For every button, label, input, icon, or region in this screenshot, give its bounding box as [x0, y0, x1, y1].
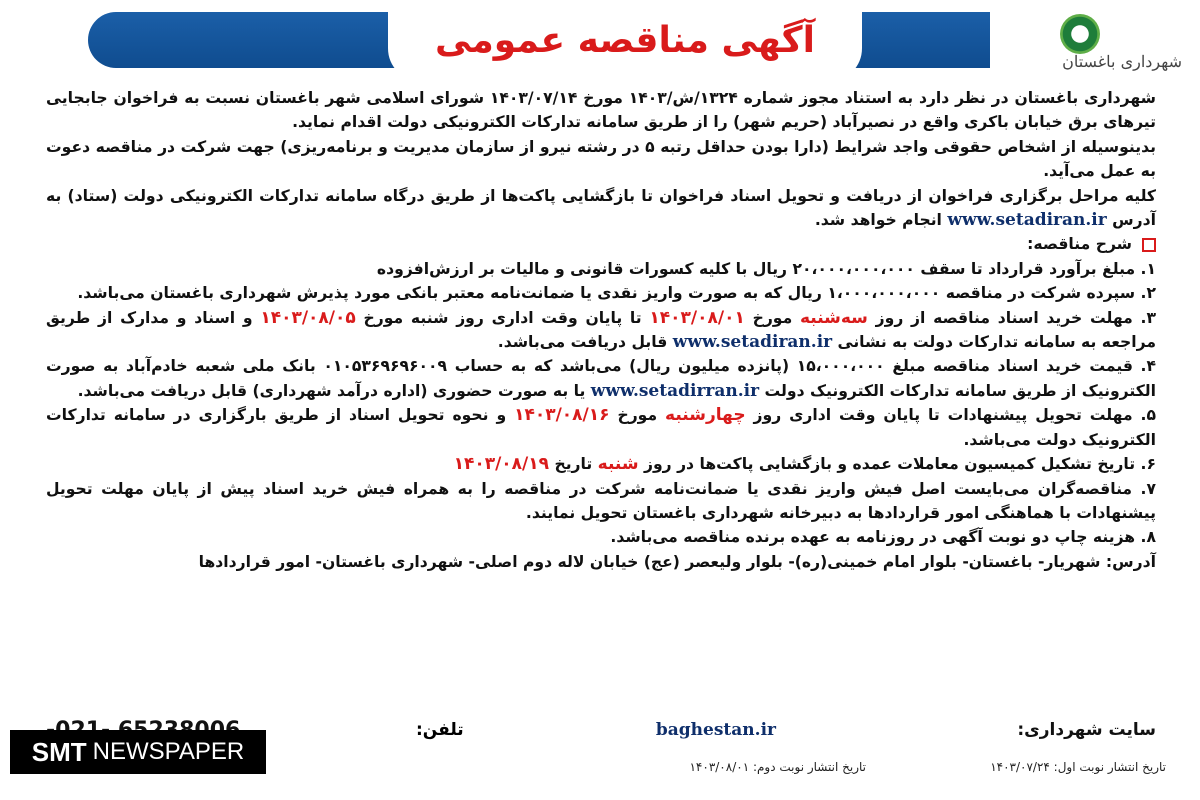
item-3-text-d: و اسناد و مدارک از طریق مراجعه به سامانه تدارکات دولت به نشانی — [46, 308, 1156, 352]
address-line — [46, 550, 1156, 574]
item-3-text-c: تا پایان وقت اداری روز شنبه مورخ — [355, 308, 650, 327]
item-2: ۲. سپرده شرکت در مناقصه ۱،۰۰۰،۰۰۰،۰۰۰ ریال که به صورت واریز نقدی یا ضمانت‌نامه معتبر بانکی مورد پذیرش شهرداری باغستان می‌باشد. — [77, 284, 1156, 303]
intro-paragraph-1 — [46, 86, 1156, 135]
intro-text-1: در نظر دارد به استناد مجوز شماره ۱۳۲۴/ش/۱۴۰۳ مورخ ۱۴۰۳/۰۷/۱۴ شورای اسلامی شهر باغستان نسبت به فراخوان جابجایی تیرهای برق خیابان باکری واقع در نصیرآباد (حریم شهر) را از طریق سامانه تدارکات الکترونیکی دولت اقدام نماید. — [46, 89, 1156, 132]
notice-body — [46, 86, 1156, 574]
intro-org-name: شهرداری باغستان — [1014, 89, 1156, 107]
item-6 — [46, 452, 1156, 476]
notice-header — [88, 10, 1190, 82]
item-4-text-c: یا به صورت حضوری (اداره درآمد شهرداری) قابل دریافت می‌باشد. — [77, 381, 591, 400]
item-5 — [46, 403, 1156, 452]
item-6-text-a: ۶. تاریخ تشکیل کمیسیون معاملات عمده و بازگشایی پاکت‌ها در روز — [638, 455, 1156, 474]
item-4 — [46, 354, 1156, 403]
item-6-date: ۱۴۰۳/۰۸/۱۹ — [453, 454, 550, 475]
item-1: ۱. مبلغ برآورد قرارداد تا سقف ۲۰،۰۰۰،۰۰۰،۰۰۰ ریال با کلیه کسورات قانونی و مالیات بر ارزش‌افزوده — [376, 259, 1156, 278]
watermark-bold: SMT — [31, 736, 87, 767]
intro-paragraph-3 — [46, 184, 1156, 233]
item-3-text-a: ۳. مهلت خرید اسناد مناقصه از روز — [867, 308, 1156, 327]
watermark-rest: NEWSPAPER — [92, 738, 245, 765]
publication-dates — [610, 760, 1166, 782]
item-4-text-b: بانک ملی شعبه خادم‌آباد به صورت الکترونیک از طریق سامانه تدارکات الکترونیک دولت — [46, 357, 1156, 400]
item-3-date-end: ۱۴۰۳/۰۸/۰۵ — [260, 307, 356, 328]
address-value: شهریار- باغستان- بلوار امام خمینی(ره)- بلوار ولیعصر (عج) خیابان لاله دوم اصلی- شهرداری باغستان- امور قراردادها — [198, 552, 1106, 571]
item-5-text-b: مورخ — [609, 406, 666, 425]
newspaper-watermark — [10, 730, 266, 774]
item-3-text-b: مورخ — [744, 308, 800, 327]
intro-text-3b: انجام خواهد شد. — [814, 211, 948, 230]
item-3-link[interactable]: www.setadiran.ir — [672, 332, 833, 353]
item-5-day: چهارشنبه — [665, 405, 746, 426]
intro-text-3a: کلیه مراحل برگزاری فراخوان از دریافت و تحویل اسناد فراخوان تا بازگشایی پاکت‌ها از طریق درگاه سامانه تدارکات الکترونیکی دولت (ستاد) به آدرس — [46, 186, 1156, 230]
item-4-link[interactable]: www.setadirran.ir — [590, 380, 760, 401]
item-6-text-b: تاریخ — [549, 455, 598, 474]
item-5-text-c: و نحوه تحویل اسناد از طریق بارگزاری در سامانه تدارکات الکترونیک دولت می‌باشد. — [46, 406, 1156, 449]
phone-label: تلفن: — [416, 720, 464, 740]
address-label: آدرس: — [1105, 552, 1156, 571]
item-5-date: ۱۴۰۳/۰۸/۱۶ — [514, 405, 610, 426]
site-label: سایت شهرداری: — [1017, 720, 1156, 740]
site-link[interactable]: baghestan.ir — [655, 720, 776, 740]
title-banner — [88, 12, 990, 68]
item-7: ۷. مناقصه‌گران می‌بایست اصل فیش واریز نقدی یا ضمانت‌نامه شرکت در مناقصه را به همراه فیش خرید اسناد پیش از پایان مهلت تحویل پیشنهادات با هماهنگی امور قراردادها به دبیرخانه شهرداری باغستان تحویل نمایند. — [46, 479, 1156, 522]
title-banner-white — [388, 12, 862, 82]
logo-emblem-icon — [1060, 14, 1100, 54]
item-6-day: شنبه — [597, 454, 639, 475]
square-bullet-icon — [1142, 238, 1156, 252]
item-3-day: سه‌شنبه — [799, 307, 868, 328]
section-heading-text: شرح مناقصه: — [1027, 235, 1132, 254]
item-3-text-e: قابل دریافت می‌باشد. — [497, 333, 673, 352]
municipality-logo — [1010, 10, 1190, 82]
notice-title: آگهی مناقصه عمومی — [435, 20, 815, 61]
publish-date-first: تاریخ انتشار نوبت اول: ۱۴۰۳/۰۷/۲۴ — [990, 760, 1166, 774]
item-3 — [46, 306, 1156, 355]
item-4-account: ۰۱۰۵۳۶۹۶۹۶۰۰۹ — [323, 357, 448, 376]
item-4-text-a: ۴. قیمت خرید اسناد مناقصه مبلغ ۱۵،۰۰۰،۰۰۰ (پانزده میلیون ریال) می‌باشد که به حساب — [447, 357, 1157, 376]
item-3-date-start: ۱۴۰۳/۰۸/۰۱ — [649, 307, 745, 328]
item-5-text-a: ۵. مهلت تحویل پیشنهادات تا پایان وقت اداری روز — [745, 406, 1156, 425]
section-heading — [46, 232, 1156, 256]
publish-date-second: تاریخ انتشار نوبت دوم: ۱۴۰۳/۰۸/۰۱ — [689, 760, 866, 774]
logo-text: شهرداری باغستان — [1062, 52, 1182, 71]
intro-paragraph-2: بدینوسیله از اشخاص حقوقی واجد شرایط (دارا بودن حداقل رتبه ۵ در رشته نیرو از سازمان مدیریت و برنامه‌ریزی) جهت شرکت در مناقصه دعوت به عمل می‌آید. — [46, 137, 1156, 181]
item-8: ۸. هزینه چاپ دو نوبت آگهی در روزنامه به عهده برنده مناقصه می‌باشد. — [610, 528, 1156, 547]
setad-link[interactable]: www.setadiran.ir — [947, 210, 1107, 231]
